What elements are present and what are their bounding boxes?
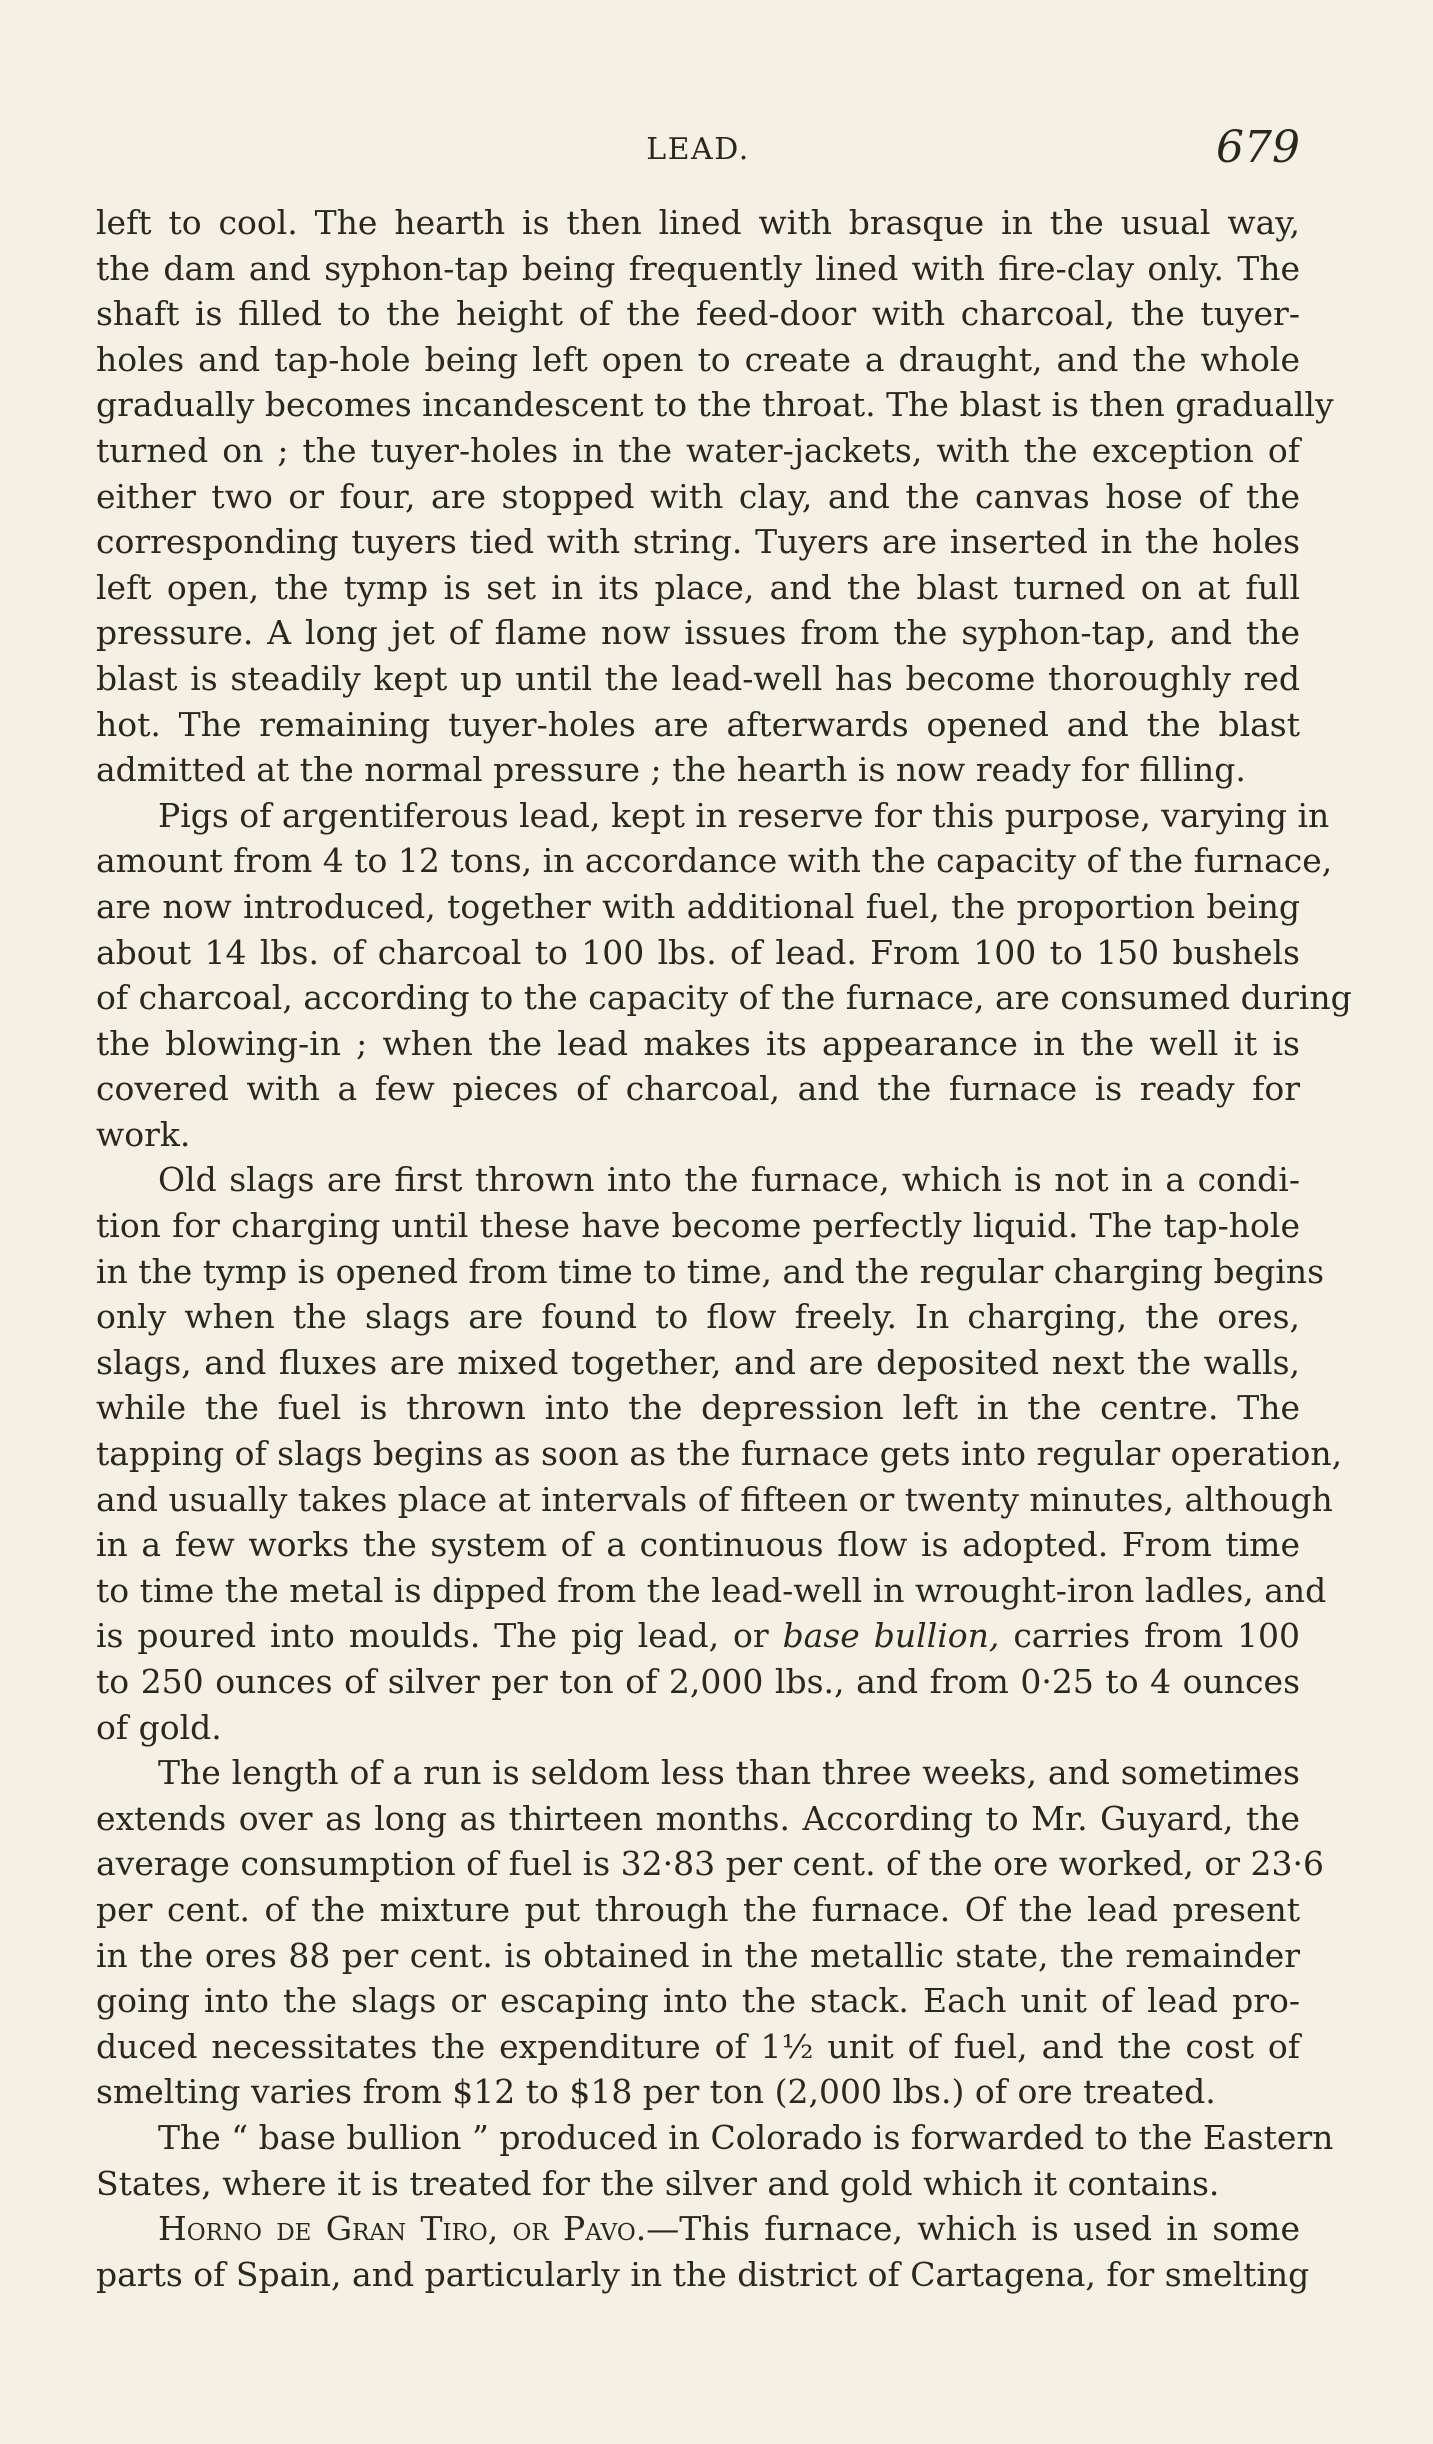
text-line: in the ores 88 per cent. is obtained in the metallic state, the remainder <box>96 1935 1300 1975</box>
text-line: only when the slags are found to flow freely. In charging, the ores, <box>96 1297 1300 1337</box>
paragraph-3 <box>96 1157 1343 1750</box>
text-line: slags, and fluxes are mixed together, and are deposited next the walls, <box>96 1342 1300 1382</box>
section-heading: Horno de Gran Tiro, or Pavo. <box>158 2209 647 2249</box>
text-line: corresponding tuyers tied with string. Tuyers are inserted in the holes <box>96 522 1300 562</box>
text-line: The “ base bullion ” produced in Colorado is forwarded to the Eastern <box>158 2117 1334 2157</box>
text-line: amount from 4 to 12 tons, in accordance with the capacity of the furnace, <box>96 841 1333 881</box>
text-line: tion for charging until these have become perfectly liquid. The tap-hole <box>96 1206 1300 1246</box>
text-line: while the fuel is thrown into the depression left in the centre. The <box>96 1388 1300 1428</box>
text-run: is poured into moulds. The pig lead, or <box>96 1616 769 1656</box>
body-text <box>96 200 1352 2297</box>
paragraph-2 <box>96 793 1352 1158</box>
text-line: blast is steadily kept up until the lead-well has become thoroughly red <box>96 658 1300 698</box>
text-line: The length of a run is seldom less than three weeks, and sometimes <box>158 1753 1300 1793</box>
text-line: pressure. A long jet of flame now issues from the syphon-tap, and the <box>96 613 1300 653</box>
text-line: shaft is filled to the height of the feed-door with charcoal, the tuyer- <box>96 294 1300 334</box>
text-line: hot. The remaining tuyer-holes are afterwards opened and the blast <box>96 704 1300 744</box>
text-line: per cent. of the mixture put through the furnace. Of the lead present <box>96 1889 1300 1929</box>
text-line: to time the metal is dipped from the lead-well in wrought-iron ladles, and <box>96 1570 1327 1610</box>
text-line: left to cool. The hearth is then lined with brasque in the usual way, <box>96 203 1300 242</box>
text-line-with-heading <box>96 2206 1300 2252</box>
text-line: are now introduced, together with additional fuel, the proportion being <box>96 886 1300 926</box>
text-run: carries from 100 <box>1013 1616 1301 1656</box>
text-line: about 14 lbs. of charcoal to 100 lbs. of lead. From 100 to 150 bushels <box>96 932 1300 972</box>
text-line: to 250 ounces of silver per ton of 2,000 lbs., and from 0·25 to 4 ounces <box>96 1662 1300 1701</box>
page-number: 679 <box>1216 122 1300 173</box>
text-line: covered with a few pieces of charcoal, and the furnace is ready for <box>96 1069 1300 1109</box>
text-line: either two or four, are stopped with clay, and the canvas hose of the <box>96 476 1300 516</box>
text-run: —This furnace, which is used in some <box>646 2209 1300 2249</box>
text-line-with-italic <box>96 1613 1300 1659</box>
text-line: the dam and syphon-tap being frequently lined with fire-clay only. The <box>96 248 1300 288</box>
paragraph-1 <box>96 200 1334 793</box>
text-line: duced necessitates the expenditure of 1½ unit of fuel, and the cost of <box>96 2026 1300 2066</box>
text-line: parts of Spain, and particularly in the district of Cartagena, for smelting <box>96 2254 1310 2294</box>
text-line: holes and tap-hole being left open to create a draught, and the whole <box>96 339 1300 379</box>
text-line: average consumption of fuel is 32·83 per cent. of the ore worked, or 23·6 <box>96 1844 1324 1884</box>
text-line: States, where it is treated for the silver and gold which it contains. <box>96 2163 1220 2203</box>
paragraph-4 <box>96 1750 1324 2115</box>
text-line: and usually takes place at intervals of fifteen or twenty minutes, although <box>96 1479 1333 1519</box>
text-line: Old slags are first thrown into the furnace, which is not in a condi- <box>158 1160 1300 1200</box>
text-line: tapping of slags begins as soon as the furnace gets into regular operation, <box>96 1434 1343 1474</box>
paragraph-5 <box>96 2115 1334 2206</box>
text-line: gradually becomes incandescent to the throat. The blast is then gradually <box>96 385 1334 425</box>
italic-term: base bullion, <box>782 1616 1000 1656</box>
text-line: smelting varies from $12 to $18 per ton (2,000 lbs.) of ore treated. <box>96 2072 1216 2112</box>
text-line: going into the slags or escaping into the stack. Each unit of lead pro- <box>96 1981 1300 2021</box>
text-line: Pigs of argentiferous lead, kept in reserve for this purpose, varying in <box>158 795 1330 835</box>
text-line: the blowing-in ; when the lead makes its appearance in the well it is <box>96 1023 1300 1063</box>
paragraph-6 <box>96 2206 1310 2297</box>
text-line: turned on ; the tuyer-holes in the water-jackets, with the exception of <box>96 430 1300 470</box>
text-line: work. <box>96 1114 191 1154</box>
running-header <box>96 118 1300 178</box>
text-line: admitted at the normal pressure ; the hearth is now ready for filling. <box>96 750 1246 790</box>
text-line: left open, the tymp is set in its place, and the blast turned on at full <box>96 567 1300 607</box>
text-line: in the tymp is opened from time to time, and the regular charging begins <box>96 1251 1325 1291</box>
text-line: in a few works the system of a continuous flow is adopted. From time <box>96 1525 1300 1565</box>
running-title: LEAD. <box>646 132 750 167</box>
text-line: extends over as long as thirteen months. According to Mr. Guyard, the <box>96 1798 1300 1838</box>
text-line: of gold. <box>96 1707 222 1747</box>
text-line: of charcoal, according to the capacity of the furnace, are consumed during <box>96 978 1352 1018</box>
